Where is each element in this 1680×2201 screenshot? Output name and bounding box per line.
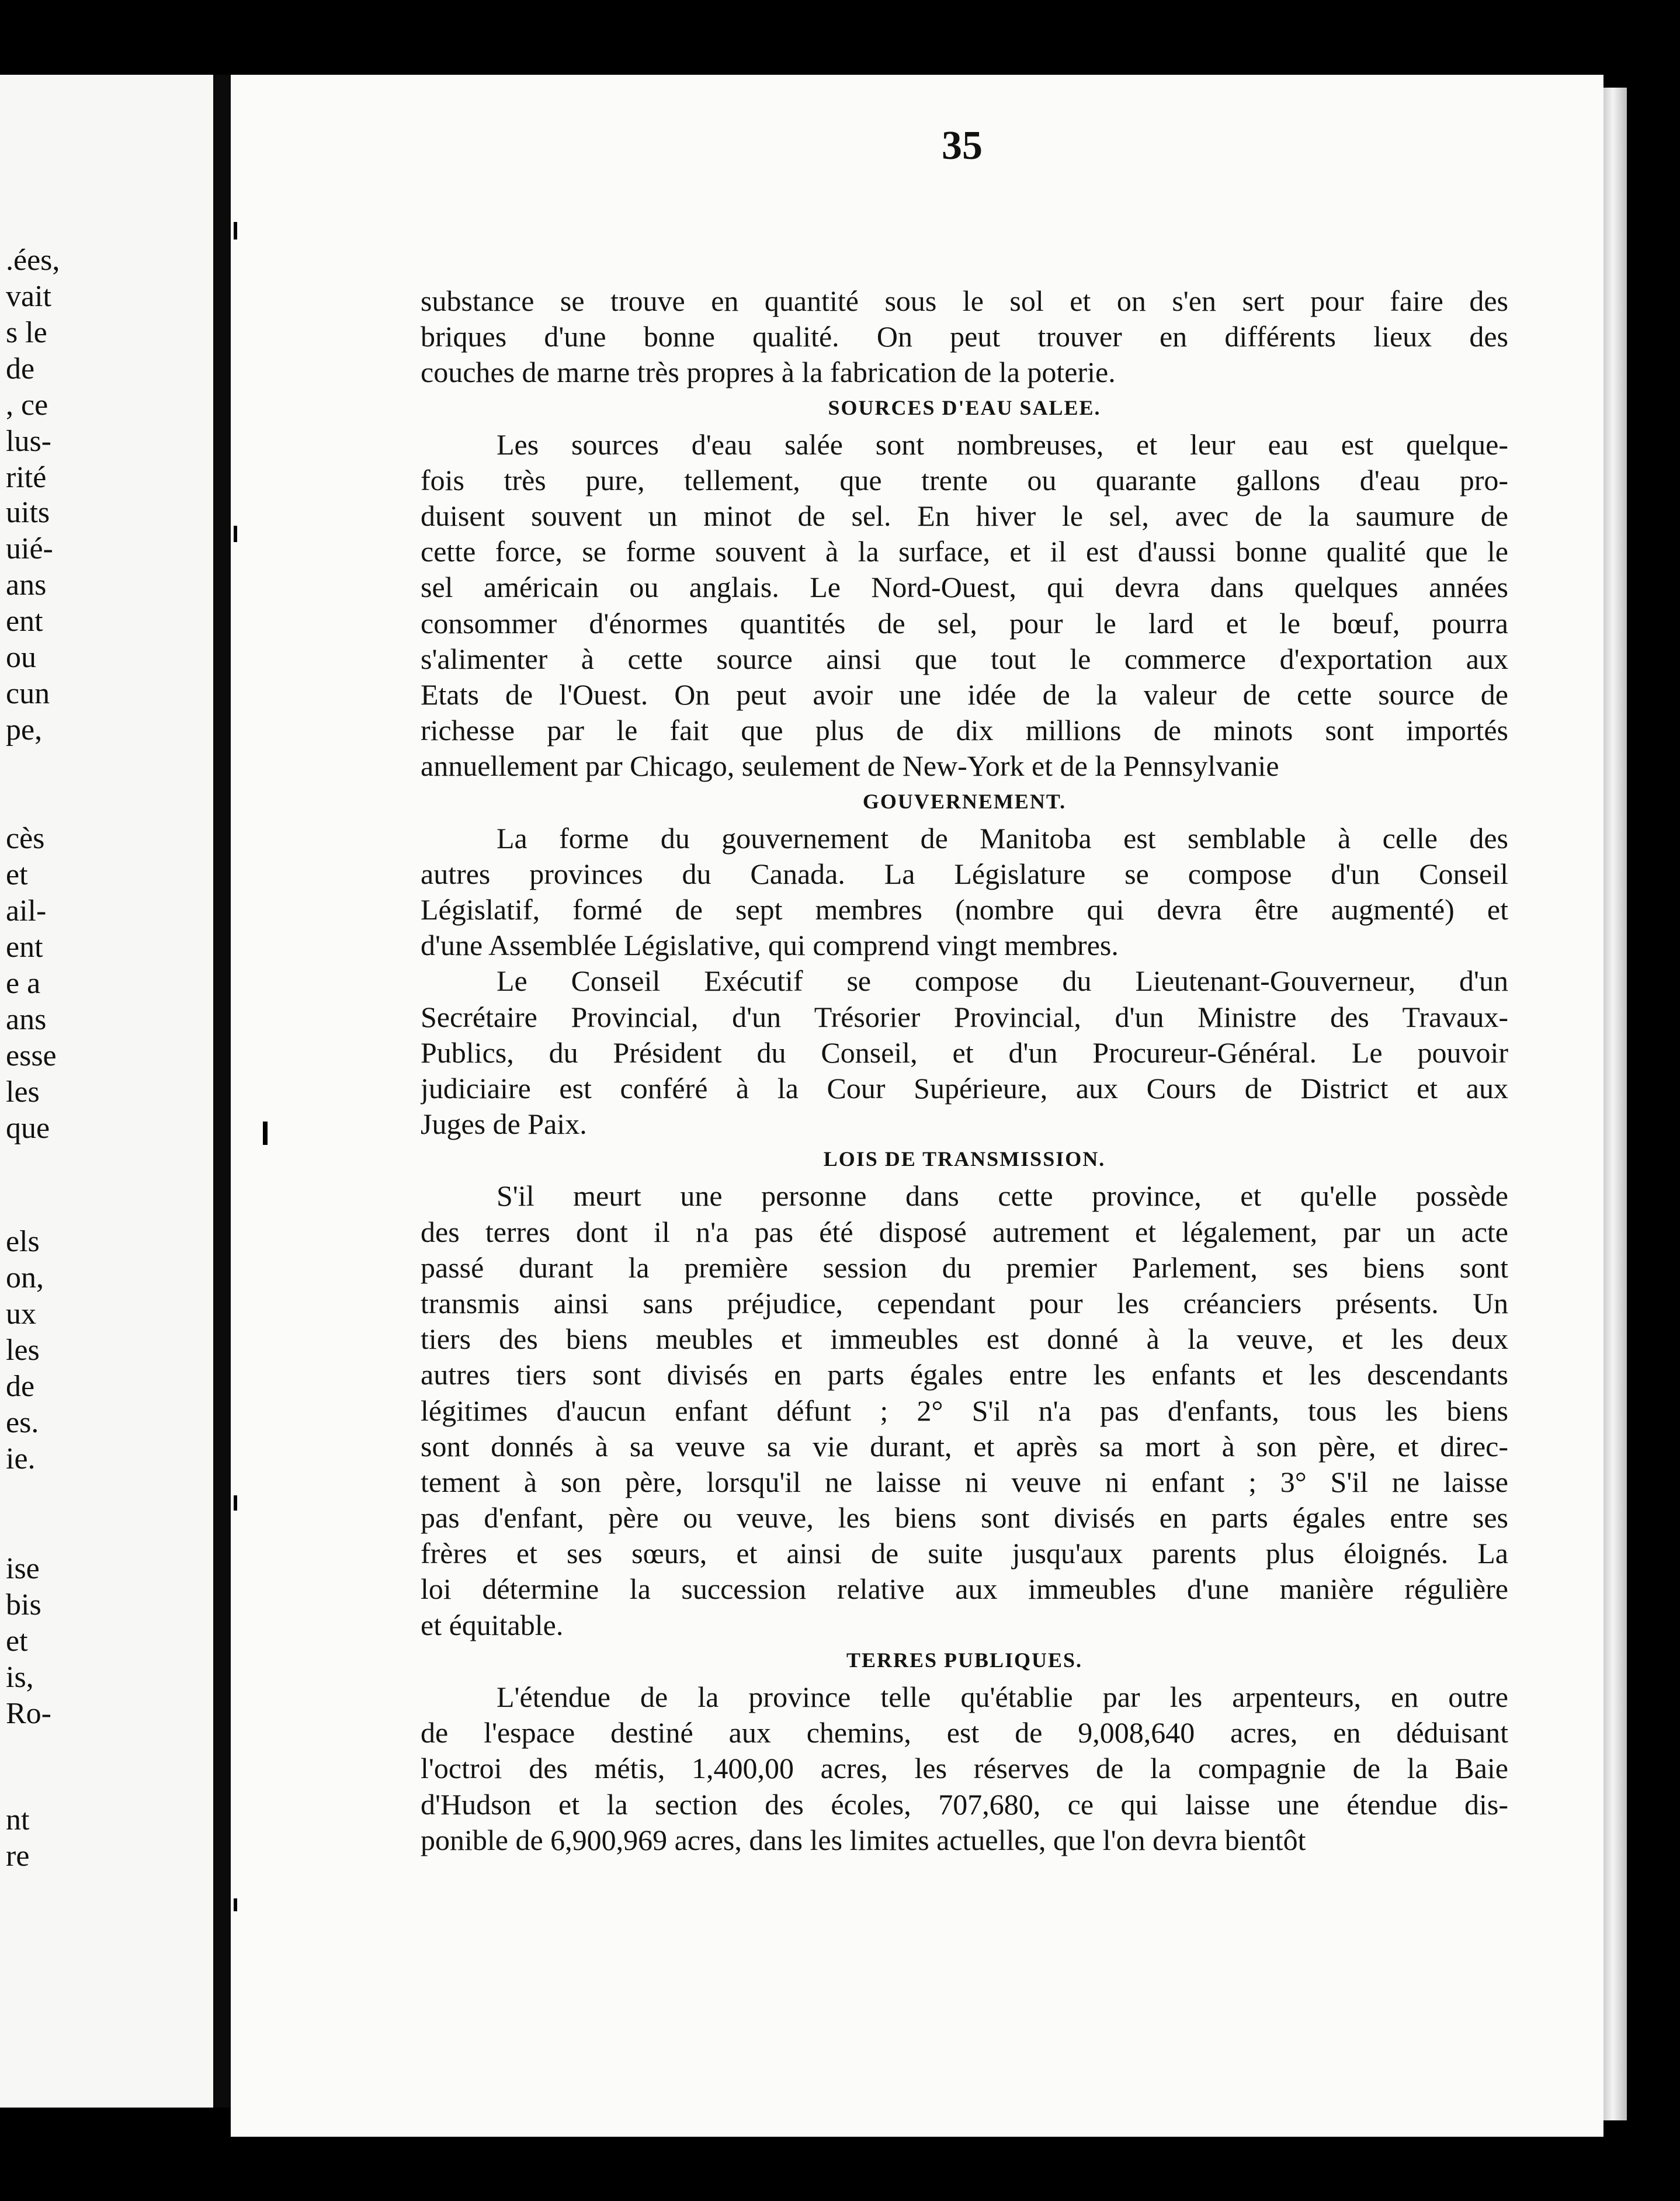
text-line: briques d'une bonne qualité. On peut trouver en différents lieux des [421,320,1508,353]
text-line: Le Conseil Exécutif se compose du Lieutenant-Gouverneur, d'un [497,964,1508,998]
left-page-fragment: ie. [6,1442,36,1476]
left-page-fragment: on, [6,1261,44,1294]
text-line: légitimes d'aucun enfant défunt ; 2° S'il n'a pas d'enfants, tous les biens [421,1394,1508,1427]
text-line: consommer d'énormes quantités de sel, pour le lard et le bœuf, pourra [421,606,1508,640]
text-line: et équitable. [421,1608,564,1641]
left-page-fragment: els [6,1225,40,1258]
scan-mark [263,1122,268,1145]
text-line: transmis ainsi sans préjudice, cependant pour les créanciers présents. Un [421,1286,1508,1320]
left-page-fragment: les [6,1075,40,1109]
section-heading: LOIS DE TRANSMISSION. [823,1147,1106,1171]
left-page-fragment: ans [6,568,47,602]
paragraph [421,427,1508,784]
text-line: sont donnés à sa veuve sa vie durant, et après sa mort à son père, et direc- [421,1429,1508,1463]
text-line: s'alimenter à cette source ainsi que tout le commerce d'exportation aux [421,642,1508,675]
text-line: S'il meurt une personne dans cette province, et qu'elle possède [497,1179,1508,1213]
left-page-fragment: .ées, [6,244,60,277]
text-line: autres provinces du Canada. La Législature se compose d'un Conseil [421,857,1508,890]
left-page-fragment: rité [6,461,47,494]
left-page-fragment: uits [6,496,50,529]
left-page-fragment: ux [6,1297,36,1331]
left-page-fragment: s le [6,316,47,349]
section-heading: GOUVERNEMENT. [862,789,1067,813]
text-line: d'une Assemblée Législative, qui comprend vingt membres. [421,929,1119,962]
text-line: duisent souvent un minot de sel. En hiver le sel, avec de la saumure de [421,499,1508,532]
text-line: loi détermine la succession relative aux immeubles d'une manière régulière [421,1572,1508,1606]
left-page-fragment: pe, [6,713,43,747]
text-line: fois très pure, tellement, que trente ou quarante gallons d'eau pro- [421,463,1508,497]
text-line: Secrétaire Provincial, d'un Trésorier Provincial, d'un Ministre des Travaux- [421,1000,1508,1033]
left-page-fragment: de [6,352,35,386]
text-line: pas d'enfant, père ou veuve, les biens sont divisés en parts égales entre ses [421,1501,1508,1535]
left-page-fragment: ou [6,641,36,674]
left-page-fragment: cès [6,822,45,855]
left-page-fragment: esse [6,1039,57,1072]
page-number: 35 [942,123,983,168]
text-line: judiciaire est conféré à la Cour Supérieure, aux Cours de District et aux [421,1071,1508,1105]
section-heading: TERRES PUBLIQUES. [846,1648,1083,1672]
left-page-fragment: ent [6,605,43,638]
left-page-fragment: que [6,1112,50,1145]
text-line: Publics, du Président du Conseil, et d'un Procureur-Général. Le pouvoir [421,1036,1508,1069]
text-line: couches de marne très propres à la fabrication de la poterie. [421,356,1116,389]
page-edge [1603,88,1627,2120]
left-page-fragment: ans [6,1003,47,1036]
left-page-fragment: et [6,1624,28,1658]
text-line: passé durant la première session du premier Parlement, ses biens sont [421,1251,1508,1284]
paragraph [421,283,1508,391]
left-page-fragment: cun [6,677,50,710]
text-line: d'Hudson et la section des écoles, 707,680, ce qui laisse une étendue dis- [421,1787,1508,1821]
text-line: La forme du gouvernement de Manitoba est semblable à celle des [497,821,1508,855]
text-line: richesse par le fait que plus de dix millions de minots sont importés [421,714,1508,747]
text-line: de l'espace destiné aux chemins, est de 9,008,640 acres, en déduisant [421,1716,1508,1749]
left-page-fragment: nt [6,1803,30,1837]
left-page-fragment: lus- [6,425,51,458]
previous-page-strip [0,75,213,2108]
text-line: frères et ses sœurs, et ainsi de suite jusqu'aux parents plus éloignés. La [421,1537,1508,1570]
left-page-fragment: e a [6,967,41,1000]
left-page-fragment: ail- [6,894,47,928]
left-page-fragment: de [6,1370,35,1403]
paragraph [421,1178,1508,1643]
scan-mark [234,1495,237,1511]
text-line: autres tiers sont divisés en parts égales entre les enfants et les descendants [421,1358,1508,1391]
text-line: L'étendue de la province telle qu'établie par les arpenteurs, en outre [497,1681,1508,1713]
left-page-fragment: is, [6,1661,34,1694]
paragraph [421,821,1508,1143]
left-page-fragment: uié- [6,532,53,565]
left-page-fragment: les [6,1334,40,1367]
text-line: sel américain ou anglais. Le Nord-Ouest, qui devra dans quelques années [421,571,1508,604]
text-line: Législatif, formé de sept membres (nombre qui devra être augmenté) et [421,893,1508,926]
left-page-fragment: Ro- [6,1697,51,1730]
text-line: cette force, se forme souvent à la surface, et il est d'aussi bonne qualité que le [421,535,1508,568]
left-page-fragment: , ce [6,388,48,422]
text-line: tement à son père, lorsqu'il ne laisse ni veuve ni enfant ; 3° S'il ne laisse [421,1465,1508,1498]
left-page-fragment: ise [6,1552,40,1585]
text-line: l'octroi des métis, 1,400,00 acres, les réserves de la compagnie de la Baie [421,1752,1508,1785]
scan-mark [234,526,237,542]
left-page-fragment: es. [6,1406,39,1439]
left-page-fragment: re [6,1839,30,1873]
scan-mark [234,1898,237,1911]
text-line: Juges de Paix. [421,1108,587,1141]
scan-mark [234,222,237,239]
left-page-fragment: ent [6,931,43,964]
text-line: substance se trouve en quantité sous le sol et on s'en sert pour faire des [421,284,1508,317]
text-line: Etats de l'Ouest. On peut avoir une idée de la valeur de cette source de [421,678,1508,711]
left-page-fragment: et [6,858,28,891]
paragraph [421,1679,1508,1858]
text-line: ponible de 6,900,969 acres, dans les limites actuelles, que l'on devra bientôt [421,1823,1306,1856]
left-page-fragment: bis [6,1588,41,1622]
left-page-fragment: vait [6,280,51,313]
text-line: tiers des biens meubles et immeubles est donné à la veuve, et les deux [421,1322,1508,1356]
book-gutter [213,75,231,2108]
text-line: des terres dont il n'a pas été disposé autrement et légalement, par un acte [421,1215,1508,1248]
section-heading: SOURCES D'EAU SALEE. [828,395,1101,419]
text-line: Les sources d'eau salée sont nombreuses, et leur eau est quelque- [497,428,1508,461]
text-line: annuellement par Chicago, seulement de New-York et de la Pennsylvanie [421,749,1279,783]
